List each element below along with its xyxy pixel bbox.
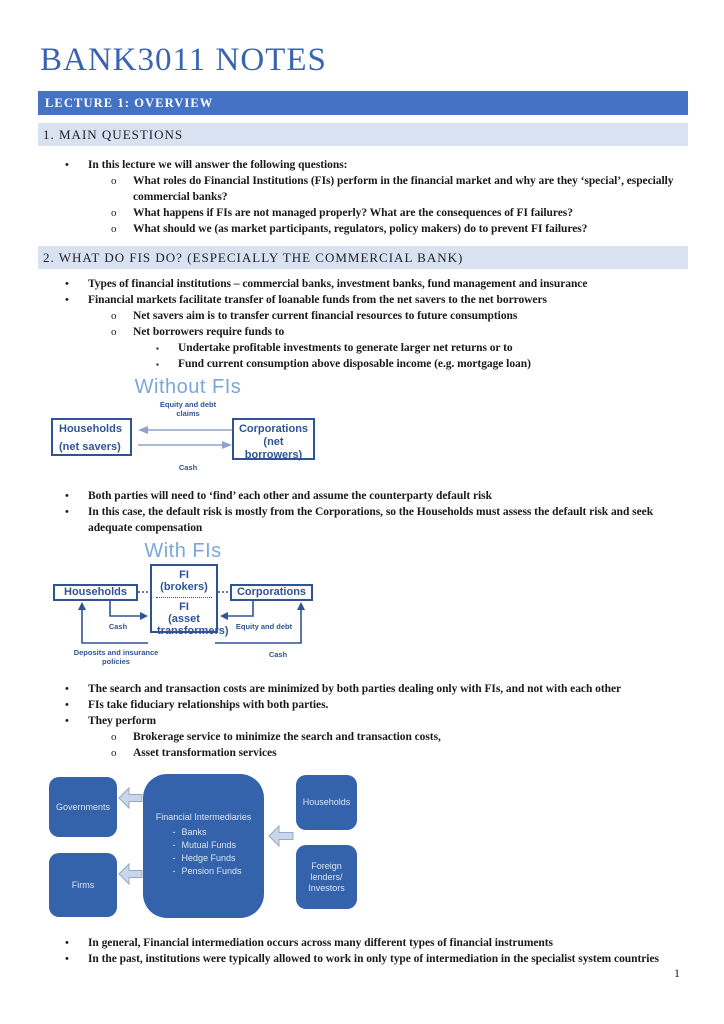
bullet-item: o What happens if FIs are not managed properly? What are the consequences of FI failures?: [111, 207, 573, 219]
equity-claims-label: Equity and debt claims: [159, 400, 217, 418]
after-without-fis-list: [38, 488, 688, 536]
bullet-marker: •: [65, 937, 69, 949]
bullet-item: • Financial markets facilitate transfer of loanable funds from the net savers to the net borrowers: [65, 294, 547, 306]
bullet-marker: •: [65, 490, 69, 502]
diagram-with-fis: [38, 540, 688, 672]
bullet-marker: •: [65, 506, 69, 518]
after-with-fis-list: [38, 681, 688, 761]
bullet-item: • Both parties will need to ‘find’ each other and assume the counterparty default risk: [65, 490, 492, 502]
bullet-marker: •: [65, 683, 69, 695]
arrowhead-into-households: [78, 602, 86, 610]
equity-debt-label: Equity and debt: [235, 622, 293, 631]
page-number: 1: [674, 966, 680, 980]
block-arrow-to-firms: [119, 864, 142, 884]
lecture-header-text: LECTURE 1: OVERVIEW: [45, 96, 214, 110]
diagram-title: With FIs: [144, 540, 222, 562]
deposits-label: Deposits and insurance policies: [73, 648, 159, 666]
bullet-marker: •: [65, 159, 69, 171]
diagram-without-fis: [38, 376, 688, 485]
bullet-item: o Asset transformation services: [111, 747, 277, 759]
households-box: Households: [53, 584, 138, 601]
bullet-item: • Types of financial institutions – commercial banks, investment banks, fund management and insurance: [65, 278, 588, 290]
bullet-marker: •: [65, 278, 69, 290]
dash-marker: -: [172, 827, 176, 837]
arrowhead-left: [138, 426, 148, 434]
diagram-financial-intermediaries: [38, 772, 688, 922]
cash-right-label: Cash: [268, 650, 288, 659]
list-item: - Pension Funds: [165, 865, 241, 878]
list-item: - Banks: [165, 826, 241, 839]
fi-box: FI (brokers) FI (asset transformers): [150, 564, 218, 633]
section-heading-main-questions: [38, 123, 688, 146]
what-fis-do-list: [38, 276, 688, 372]
dash-marker: -: [172, 866, 176, 876]
bullet-item: o Net savers aim is to transfer current financial resources to future consumptions: [111, 310, 518, 322]
governments-box: Governments: [49, 777, 117, 837]
dash-marker: -: [172, 853, 176, 863]
list-item: - Hedge Funds: [165, 852, 241, 865]
households-box: Households (net savers): [51, 418, 132, 456]
bullet-item: o What roles do Financial Institutions (FIs) perform in the financial market and why are they ‘special’, especially commercial banks?: [111, 175, 674, 203]
bullet-marker: ▪: [156, 360, 159, 369]
bullet-marker: •: [65, 699, 69, 711]
bullet-item: • In general, Financial intermediation occurs across many different types of financial instruments: [65, 937, 553, 949]
arrowhead-into-fi-left: [140, 612, 148, 620]
bullet-item: • The search and transaction costs are minimized by both parties dealing only with FIs, and not with each other: [65, 683, 622, 695]
center-box-title: Financial Intermediaries: [155, 812, 252, 822]
fi-box-divider: [156, 597, 212, 598]
arrowhead-into-fi-right: [220, 612, 228, 620]
firms-box: Firms: [49, 853, 117, 917]
page-title: BANK3011 NOTES: [40, 42, 327, 78]
bullet-marker: •: [65, 294, 69, 306]
arrowhead-right: [222, 441, 232, 449]
bullet-marker: o: [111, 326, 117, 338]
financial-intermediaries-box: [143, 774, 264, 918]
bullet-item: • In this lecture we will answer the following questions:: [65, 159, 348, 171]
bullet-item: • They perform: [65, 715, 157, 727]
bullet-marker: •: [65, 715, 69, 727]
cash-left-label: Cash: [108, 622, 128, 631]
corporations-box: Corporations: [230, 584, 313, 601]
lecture-header-bar: [38, 91, 688, 115]
bullet-marker: o: [111, 731, 117, 743]
bullet-item: ▪ Fund current consumption above disposable income (e.g. mortgage loan): [38, 356, 688, 372]
bullet-item: o Net borrowers require funds to: [111, 326, 285, 338]
corporations-box: Corporations (net borrowers): [232, 418, 315, 460]
section-heading-what-do-fis-do: [38, 246, 688, 269]
bullet-marker: •: [65, 953, 69, 965]
section-heading-text: 1. MAIN QUESTIONS: [43, 127, 184, 142]
center-box-list: [165, 826, 241, 878]
block-arrow-to-center: [269, 826, 293, 846]
bullet-marker: ▪: [156, 344, 159, 353]
bullet-marker: o: [111, 747, 117, 759]
households-box: Households: [296, 775, 357, 830]
diagram-block-arrows: [38, 772, 688, 922]
bullet-marker: o: [111, 223, 117, 235]
bullet-item: • FIs take fiduciary relationships with both parties.: [65, 699, 329, 711]
after-intermediaries-list: [38, 935, 688, 967]
bullet-item: o What should we (as market participants, regulators, policy makers) do to prevent FI failures?: [111, 223, 588, 235]
main-questions-list: [38, 157, 688, 237]
bullet-item: • In this case, the default risk is mostly from the Corporations, so the Households must assess the default risk and seek adequate compensation: [65, 506, 654, 534]
section-heading-text: 2. WHAT DO FIS DO? (ESPECIALLY THE COMMERCIAL BANK): [43, 250, 464, 265]
dash-marker: -: [172, 840, 176, 850]
diagram-title: Without FIs: [134, 376, 242, 398]
block-arrow-to-governments: [119, 788, 142, 808]
arrowhead-into-corporations: [297, 602, 305, 610]
bullet-item: ▪ Undertake profitable investments to generate larger net returns or to: [38, 340, 688, 356]
foreign-lenders-box: Foreign lenders/ Investors: [296, 845, 357, 909]
bullet-item: o Brokerage service to minimize the search and transaction costs,: [111, 731, 441, 743]
bullet-marker: o: [111, 310, 117, 322]
cash-label: Cash: [178, 463, 198, 472]
list-item: - Mutual Funds: [165, 839, 241, 852]
bullet-item: • In the past, institutions were typically allowed to work in only type of intermediation in the specialist system countries: [65, 953, 659, 965]
bullet-marker: o: [111, 207, 117, 219]
bullet-marker: o: [111, 175, 117, 187]
